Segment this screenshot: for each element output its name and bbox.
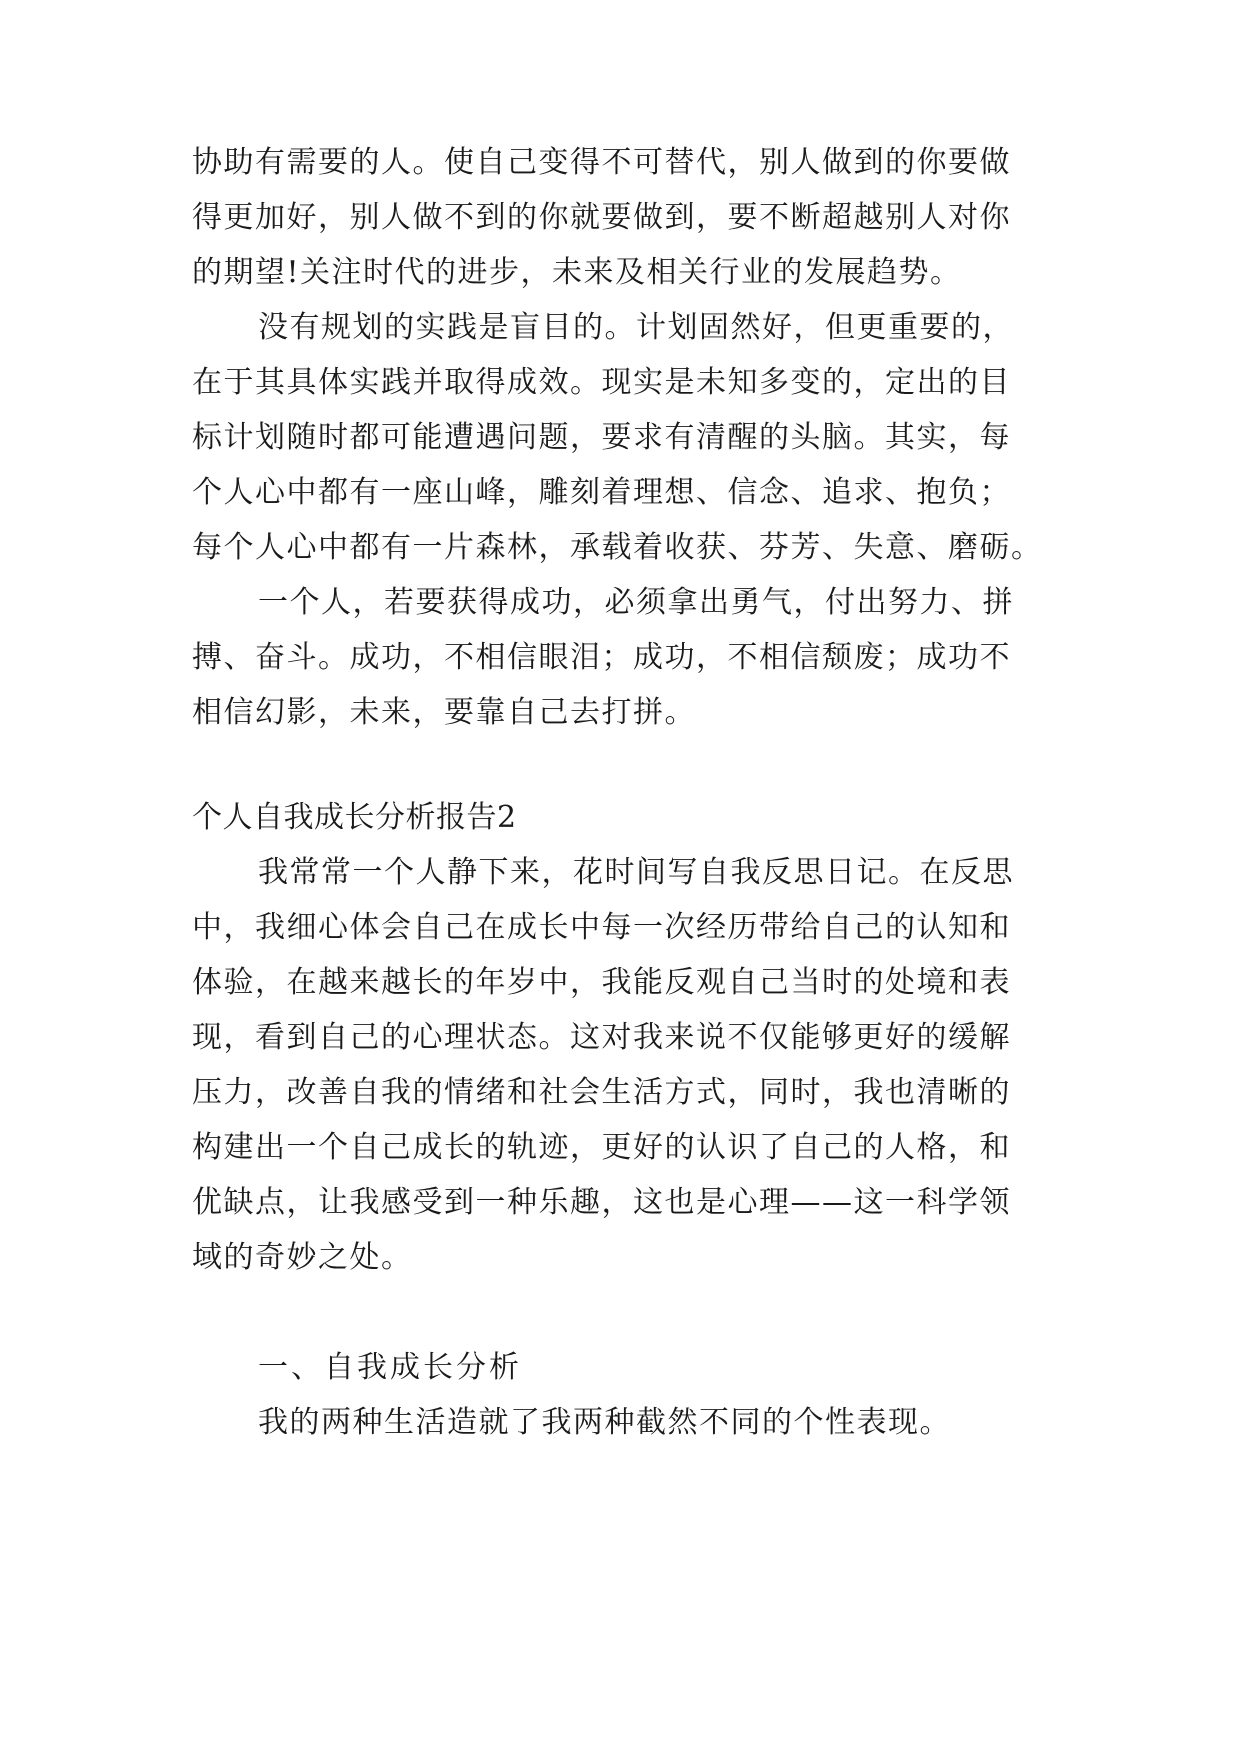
paragraph-3-line-3: 相信幻影，未来，要靠自己去打拼。 bbox=[192, 695, 696, 730]
paragraph-2-line-1: 没有规划的实践是盲目的。计划固然好，但更重要的， bbox=[258, 310, 1014, 345]
paragraph-3-line-1: 一个人，若要获得成功，必须拿出勇气，付出努力、拼 bbox=[258, 585, 1014, 620]
paragraph-1-line-3: 的期望!关注时代的进步，未来及相关行业的发展趋势。 bbox=[192, 255, 962, 290]
paragraph-4-line-2: 中，我细心体会自己在成长中每一次经历带给自己的认知和 bbox=[192, 910, 1011, 945]
paragraph-2-line-4: 个人心中都有一座山峰，雕刻着理想、信念、追求、抱负； bbox=[192, 475, 1011, 510]
paragraph-2-line-3: 标计划随时都可能遭遇问题，要求有清醒的头脑。其实，每 bbox=[192, 420, 1011, 455]
paragraph-4-line-3: 体验，在越来越长的年岁中，我能反观自己当时的处境和表 bbox=[192, 965, 1011, 1000]
paragraph-4-line-5: 压力，改善自我的情绪和社会生活方式，同时，我也清晰的 bbox=[192, 1075, 1011, 1110]
paragraph-1-line-2: 得更加好，别人做不到的你就要做到，要不断超越别人对你 bbox=[192, 200, 1011, 235]
paragraph-3-line-2: 搏、奋斗。成功，不相信眼泪；成功，不相信颓废；成功不 bbox=[192, 640, 1011, 675]
paragraph-5-line-1: 我的两种生活造就了我两种截然不同的个性表现。 bbox=[258, 1405, 951, 1440]
paragraph-1-line-1: 协助有需要的人。使自己变得不可替代，别人做到的你要做 bbox=[192, 145, 1011, 180]
paragraph-4-line-1: 我常常一个人静下来，花时间写自我反思日记。在反思 bbox=[258, 855, 1014, 890]
paragraph-4-line-8: 域的奇妙之处。 bbox=[192, 1240, 413, 1275]
paragraph-2-line-5: 每个人心中都有一片森林，承载着收获、芬芳、失意、磨砺。 bbox=[192, 530, 1043, 565]
subsection-title: 一、自我成长分析 bbox=[258, 1350, 522, 1385]
paragraph-4-line-4: 现，看到自己的心理状态。这对我来说不仅能够更好的缓解 bbox=[192, 1020, 1011, 1055]
paragraph-2-line-2: 在于其具体实践并取得成效。现实是未知多变的，定出的目 bbox=[192, 365, 1011, 400]
paragraph-4-line-6: 构建出一个自己成长的轨迹，更好的认识了自己的人格，和 bbox=[192, 1130, 1011, 1165]
section-title: 个人自我成长分析报告2 bbox=[192, 800, 517, 835]
paragraph-4-line-7: 优缺点，让我感受到一种乐趣，这也是心理——这一科学领 bbox=[192, 1185, 1011, 1220]
